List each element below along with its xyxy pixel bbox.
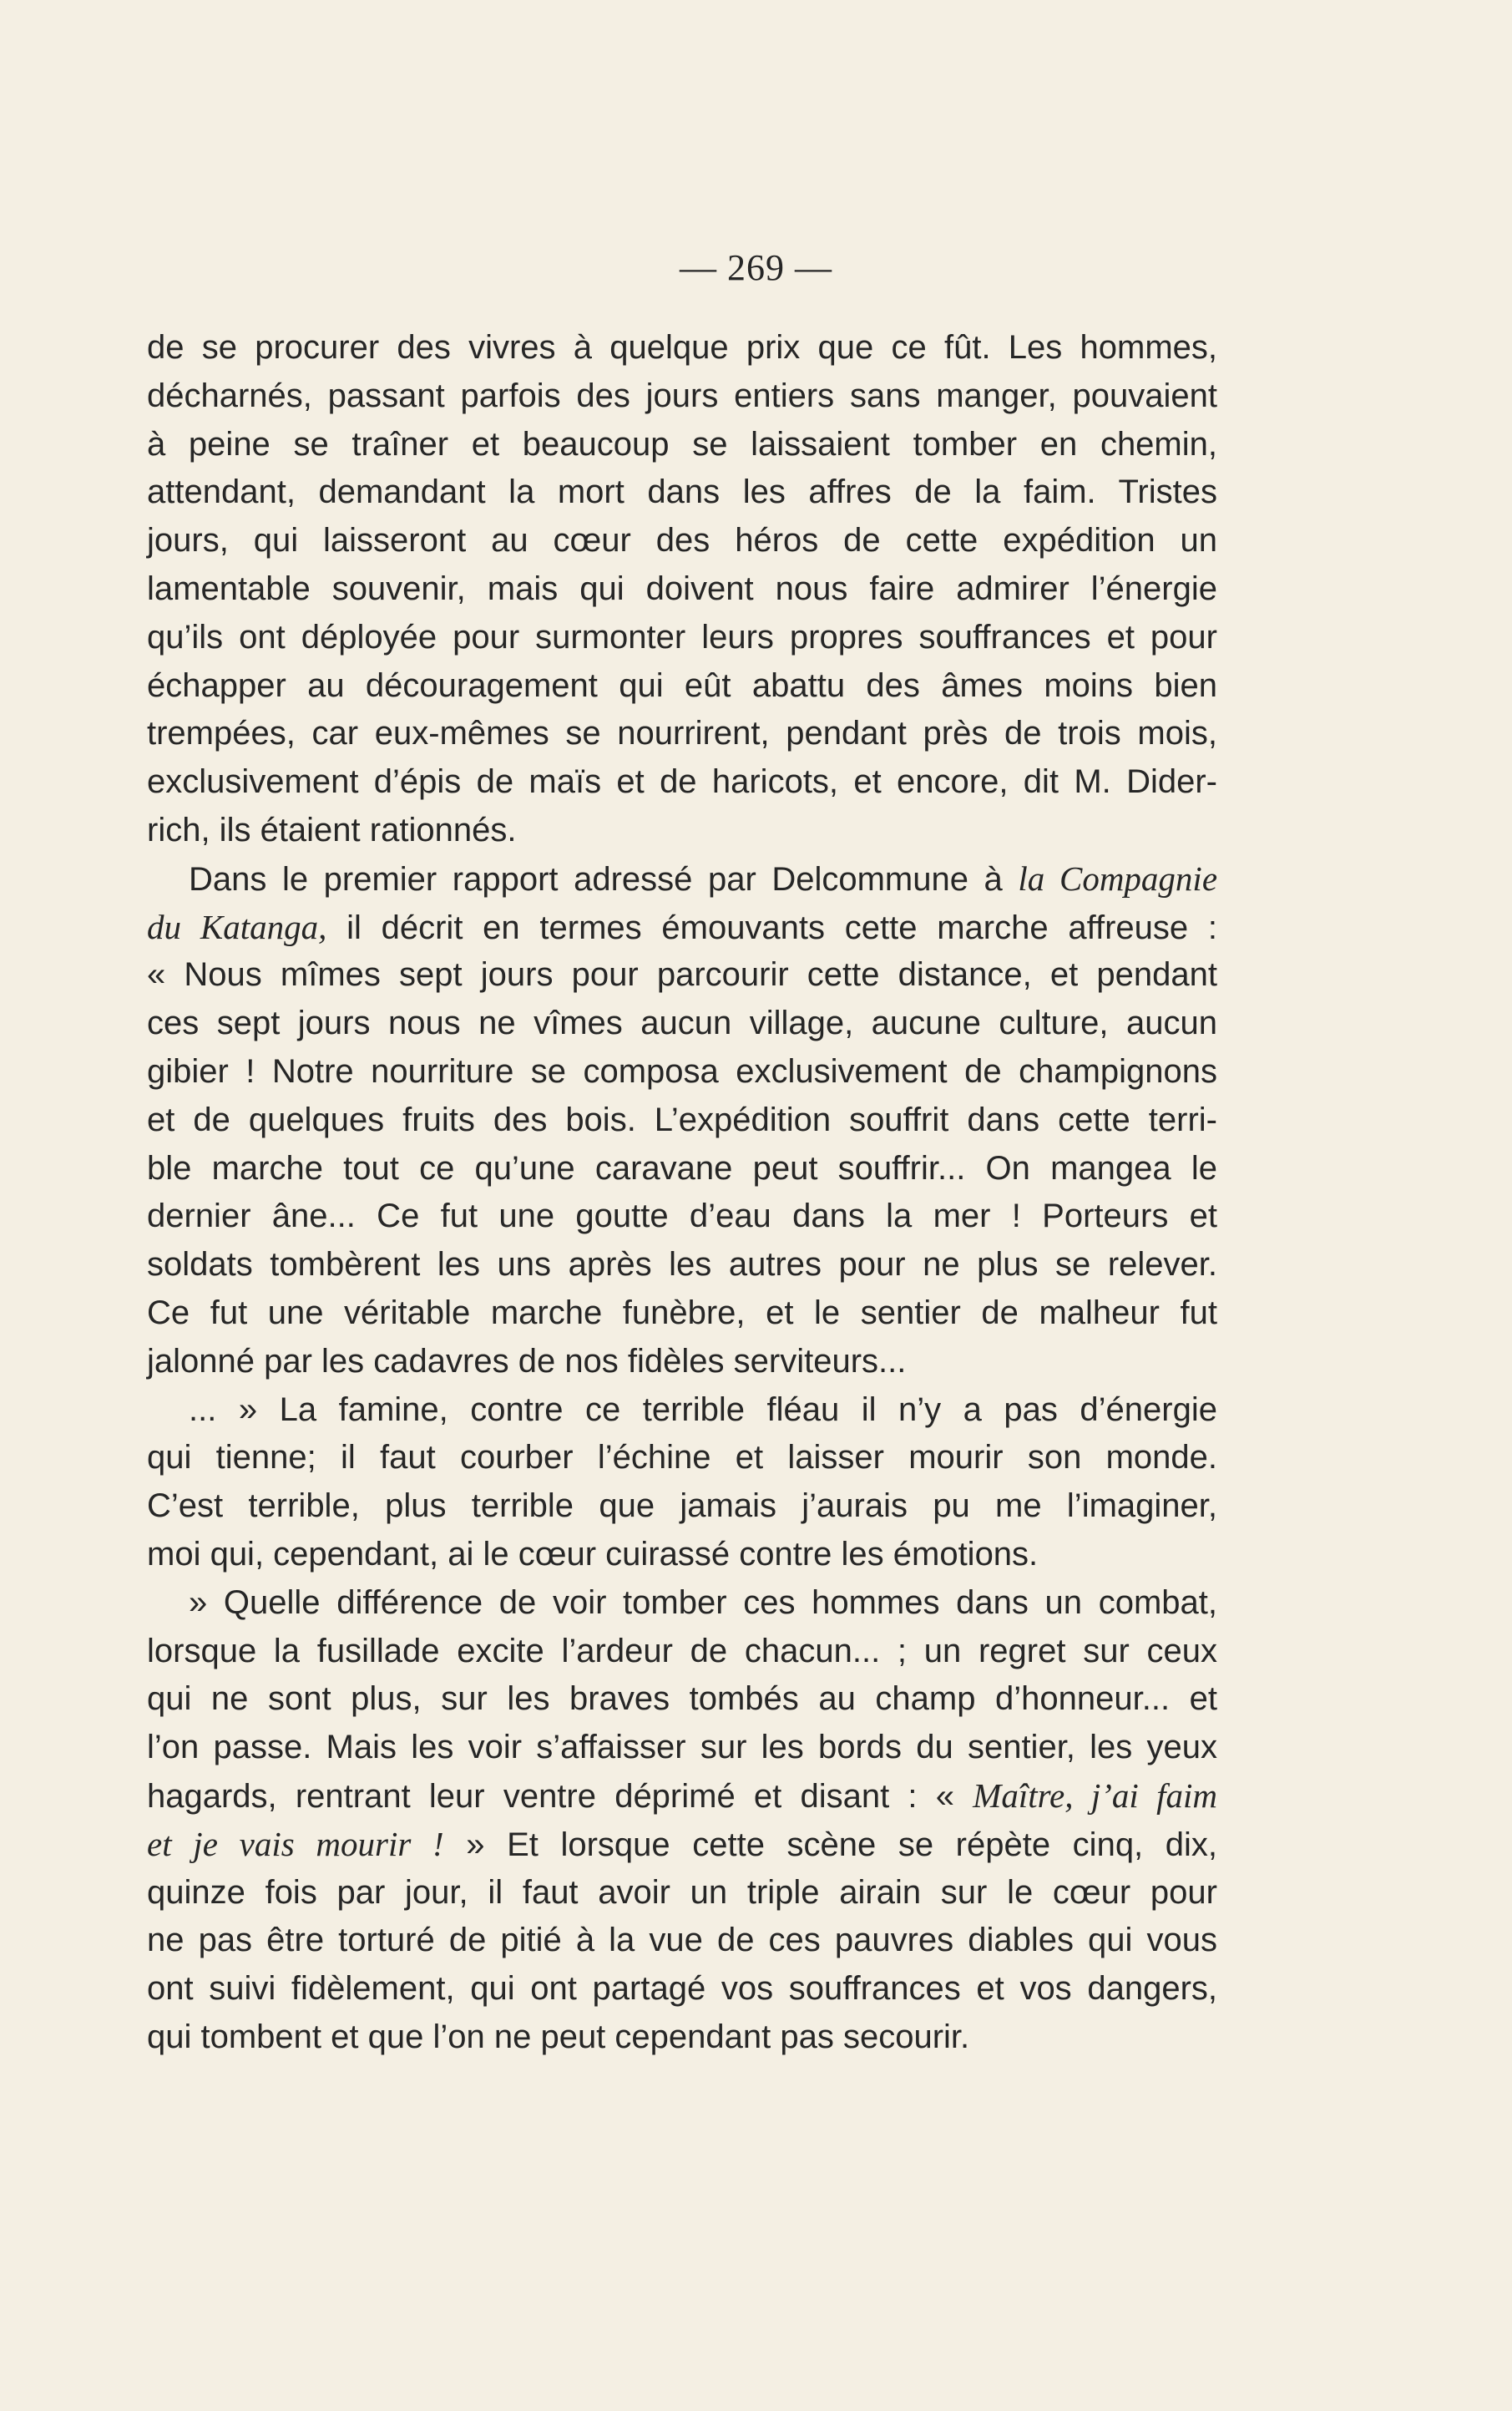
text-line: trempées, car eux-mêmes se nourrirent, pendant près de trois mois, <box>147 715 1217 752</box>
text-line: » Quelle différence de voir tomber ces hommes dans un combat, <box>189 1583 1217 1621</box>
text-run: hagards, rentrant leur ventre déprimé et disant : « <box>147 1777 973 1815</box>
text-line <box>147 1821 1217 1869</box>
text-line: l’on passe. Mais les voir s’affaisser sur les bords du sentier, les yeux <box>147 1729 1217 1766</box>
italic-text-run: du Katanga, <box>147 907 327 946</box>
text-line: ne pas être torturé de pitié à la vue de ces pauvres diables qui vous <box>147 1922 1217 1959</box>
italic-text-run: la Compagnie <box>1018 859 1218 898</box>
text-line: à peine se traîner et beaucoup se laissaient tomber en chemin, <box>147 425 1217 463</box>
text-line: C’est terrible, plus terrible que jamais j’aurais pu me l’imaginer, <box>147 1487 1217 1525</box>
text-line: Ce fut une véritable marche funèbre, et le sentier de malheur fut <box>147 1294 1217 1331</box>
text-line: soldats tombèrent les uns après les autres pour ne plus se relever. <box>147 1246 1217 1284</box>
text-run: Dans le premier rapport adressé par Delcommune à <box>189 860 1019 898</box>
text-line: ... » La famine, contre ce terrible fléau il n’y a pas d’énergie <box>189 1390 1217 1428</box>
italic-text-run: Maître, j’ai faim <box>973 1775 1217 1815</box>
text-line <box>147 1772 1217 1821</box>
text-line: décharnés, passant parfois des jours entiers sans manger, pouvaient <box>147 377 1217 414</box>
text-line: « Nous mîmes sept jours pour parcourir cette distance, et pendant <box>147 956 1217 994</box>
text-line: échapper au découragement qui eût abattu des âmes moins bien <box>147 666 1217 704</box>
text-line: lamentable souvenir, mais qui doivent nous faire admirer l’énergie <box>147 570 1217 607</box>
text-line: lorsque la fusillade excite l’ardeur de chacun... ; un regret sur ceux <box>147 1632 1217 1669</box>
text-line: qui tienne; il faut courber l’échine et laisser mourir son monde. <box>147 1439 1217 1476</box>
text-line: gibier ! Notre nourriture se composa exclusivement de champignons <box>147 1052 1217 1090</box>
text-line: ces sept jours nous ne vîmes aucun village, aucune culture, aucun <box>147 1005 1217 1042</box>
text-line <box>147 855 1217 904</box>
text-run: » Et lorsque cette scène se répète cinq, dix, <box>443 1826 1217 1863</box>
text-line: qui ne sont plus, sur les braves tombés au champ d’honneur... et <box>147 1680 1217 1718</box>
text-line: de se procurer des vivres à quelque prix que ce fût. Les hommes, <box>147 329 1217 366</box>
page-number: — 269 — <box>680 247 832 288</box>
text-line: jalonné par les cadavres de nos fidèles serviteurs... <box>147 1342 907 1380</box>
text-line: et de quelques fruits des bois. L’expédition souffrit dans cette terri- <box>147 1101 1217 1138</box>
text-line: ble marche tout ce qu’une caravane peut souffrir... On mangea le <box>147 1149 1217 1187</box>
text-line: jours, qui laisseront au cœur des héros de cette expédition un <box>147 522 1217 560</box>
text-line: qu’ils ont déployée pour surmonter leurs propres souffrances et pour <box>147 618 1217 656</box>
text-line: exclusivement d’épis de maïs et de haricots, et encore, dit M. Dider- <box>147 763 1217 801</box>
text-line: attendant, demandant la mort dans les affres de la faim. Tristes <box>147 474 1217 511</box>
text-line: rich, ils étaient rationnés. <box>147 811 517 848</box>
body-text <box>147 324 1217 2062</box>
italic-text-run: et je vais mourir ! <box>147 1824 444 1863</box>
text-line: dernier âne... Ce fut une goutte d’eau dans la mer ! Porteurs et <box>147 1198 1217 1235</box>
text-line: qui tombent et que l’on ne peut cependant pas secourir. <box>147 2018 970 2055</box>
text-line: moi qui, cependant, ai le cœur cuirassé contre les émotions. <box>147 1535 1039 1573</box>
text-line: quinze fois par jour, il faut avoir un triple airain sur le cœur pour <box>147 1873 1217 1911</box>
text-line <box>147 904 1217 952</box>
text-line: ont suivi fidèlement, qui ont partagé vos souffrances et vos dangers, <box>147 1970 1217 2008</box>
text-run: il décrit en termes émouvants cette marche affreuse : <box>326 909 1217 946</box>
